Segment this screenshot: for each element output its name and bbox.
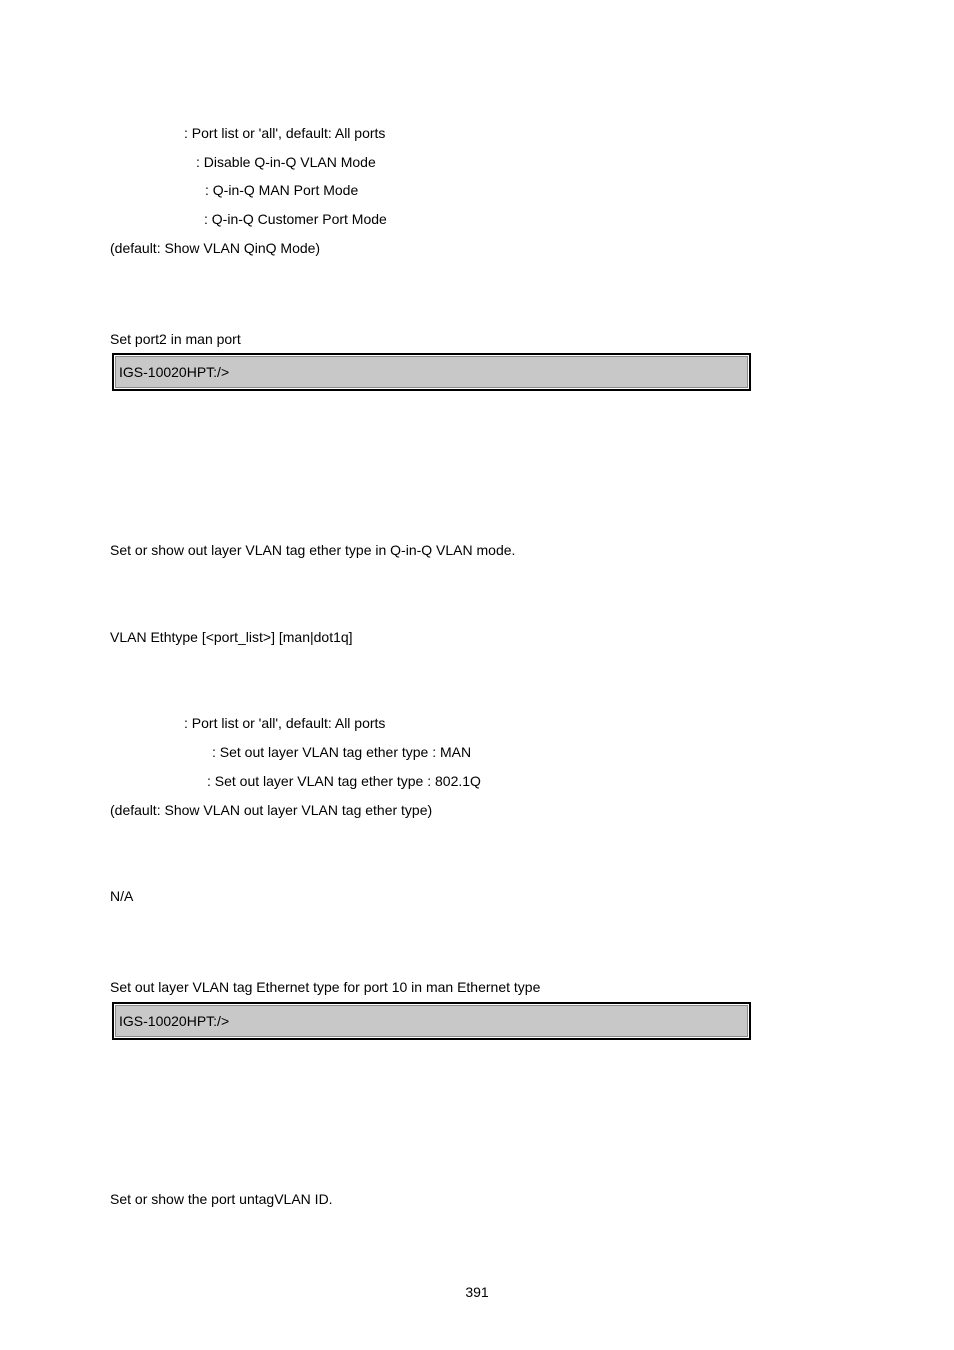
untag-description: Set or show the port untagVLAN ID. (110, 1191, 333, 1207)
qinq-example-caption: Set port2 in man port (110, 331, 241, 347)
qinq-default-note: (default: Show VLAN QinQ Mode) (110, 240, 321, 256)
qinq-disable-param: : Disable Q-in-Q VLAN Mode (196, 154, 376, 170)
ethtype-example-caption: Set out layer VLAN tag Ethernet type for port 10 in man Ethernet type (110, 979, 541, 995)
qinq-customer-param: : Q-in-Q Customer Port Mode (204, 211, 387, 227)
ethtype-syntax: VLAN Ethtype [<port_list>] [man|dot1q] (110, 629, 353, 645)
qinq-port-list-param: : Port list or 'all', default: All ports (184, 125, 386, 141)
ethtype-console-prompt: IGS-10020HPT:/> (119, 1013, 230, 1029)
ethtype-port-list-param: : Port list or 'all', default: All ports (184, 715, 386, 731)
page-number: 391 (465, 1284, 489, 1300)
qinq-console-prompt: IGS-10020HPT:/> (119, 364, 230, 380)
qinq-man-param: : Q-in-Q MAN Port Mode (205, 182, 359, 198)
qinq-console-box (112, 353, 751, 391)
ethtype-man-param: : Set out layer VLAN tag ether type : MAN (212, 744, 472, 760)
ethtype-dot1q-param: : Set out layer VLAN tag ether type : 802.1Q (207, 773, 481, 789)
ethtype-default-note: (default: Show VLAN out layer VLAN tag ether type) (110, 802, 433, 818)
ethtype-description: Set or show out layer VLAN tag ether type in Q-in-Q VLAN mode. (110, 542, 516, 558)
ethtype-default-value: N/A (110, 888, 134, 904)
ethtype-console-box (112, 1002, 751, 1040)
